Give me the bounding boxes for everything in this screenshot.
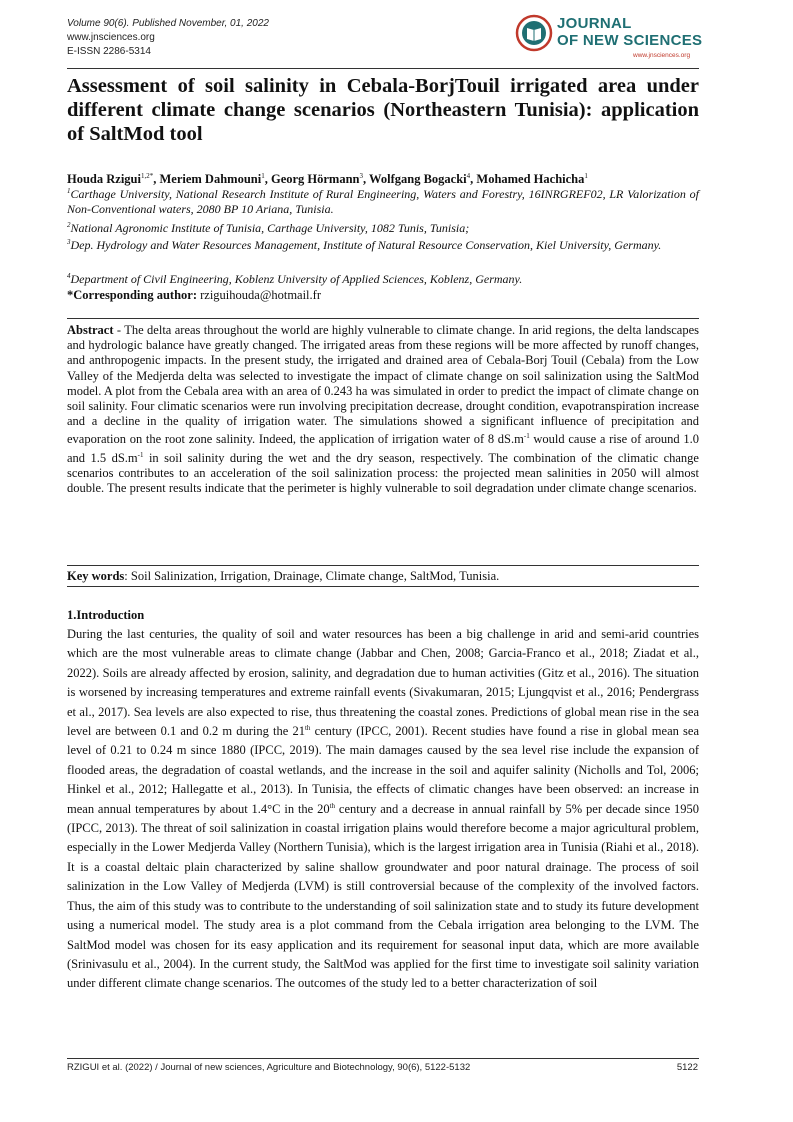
affiliation [67,235,699,253]
affiliation [67,218,699,236]
paragraph-text: century and a decrease in annual rainfall by 5% per decade since 1950 (IPCC, 2013). The threat of soil salinization in coastal irrigation plains would therefore become a major agricultural problem, especially in the Lower Medjerda Valley (Northern Tunisia), which is the largest irrigation area in Tunisia (Riahi et al., 2018). It is a coastal deltaic plain characterized by saline shallow groundwater and poor natural drainage. The process of soil salinization in the Low Valley of Medjerda (LVM) is still controversial because of the complexity of the involved factors. Thus, the aim of this study was to contribute to the understanding of soil salinization state and to study its future development using a numerical model. The study area is a plot command from the Cebala irrigation area belonging to the LVM. The SaltMod model was chosen for its easy application and its requirement for seasonal input data, which are more available (Srinivasulu et al., 2004). In the current study, the SaltMod was applied for the first time to investigate soil salinity variation under different climate change scenarios. The outcomes of the study led to a better characterization of soil [67,801,699,991]
abstract-top-divider [67,318,699,319]
page-number: 5122 [676,1062,698,1073]
abstract-label: Abstract [67,323,114,337]
affiliation-text: Department of Civil Engineering, Koblenz University of Applied Sciences, Koblenz, Germany. [70,272,523,286]
author-affiliation-mark: 3 [359,172,364,180]
issn: E-ISSN 2286-5314 [67,46,151,57]
abstract-text: - The delta areas throughout the world are highly vulnerable to climate change. In arid regions, the delta landscapes and hydrologic balance have greatly changed. The irrigated areas from these regions will be more affected by runoff changes, and anthropogenic impacts. In the present study, the irrigated and drained area of Cebala-Borj Touil (Cebala) from the Low Valley of the Medjerda delta was selected to investigate the impact of climate change on soil salinization using the SaltMod model. A plot from the Cebala area with an area of 0.243 ha was simulated in order to predict the impact of climate change on soil salinity. Four climatic scenarios were run involving precipitation decrease, drought condition, evapotranspiration increase and a decline in the quality of irrigation water. The simulations showed a significant influence of precipitation and evaporation on the root zone salinity. Indeed, the application of irrigation water of 8 dS.m [67,323,699,447]
section-heading: 1.Introduction [67,608,145,622]
footer-divider [67,1058,699,1059]
journal-website[interactable]: www.jnsciences.org [67,32,155,43]
abstract-text: would cause a rise of around 1.0 and 1.5 dS.m [67,432,699,465]
affiliation [67,269,699,287]
author-affiliation-mark: 1 [584,172,588,180]
author-name: Meriem Dahmouni [159,172,262,187]
article-title: Assessment of soil salinity in Cebala-BorjTouil irrigated area under different climate change scenarios (Northeastern Tunisia): application of SaltMod tool [67,75,699,145]
ordinal-suffix: th [329,801,336,810]
author-affiliation-mark: 4 [466,172,471,180]
affiliation-text: National Agronomic Institute of Tunisia, Carthage University, 1082 Tunis, Tunisia; [70,221,470,235]
journal-logo [515,12,725,64]
paragraph-text: During the last centuries, the quality of soil and water resources has been a big challenge in arid and semi-arid countries which are the most vulnerable areas to climate change (Jabbar and Chen, 2008; Garcia-Franco et al., 2018; Ziadat et al., 2022). Soils are already affected by erosion, salinity, and degradation due to human activities (Gitz et al., 2016). The situation is worsened by increasing temperatures and extreme rainfall events (Sivakumaran, 2015; Ljungqvist et al., 2016; Pendergrass et al., 2017). Sea levels are also expected to rise, thus threatening the coastal zones. Predictions of global mean rise in the sea level are between 0.1 and 0.2 m during the 21 [67,627,699,739]
introduction-text [67,625,699,994]
keywords [67,568,699,584]
affiliation-mark: 4 [67,272,71,280]
journal-header-meta [67,17,269,59]
affiliation-mark: 1 [67,187,71,195]
author-name: Wolfgang Bogacki [369,172,467,187]
volume-line: Volume 90(6). Published November, 01, 2022 [67,18,269,29]
logo-text-new-sciences: OF NEW SCIENCES [557,32,703,49]
author-affiliation-mark: 1 [261,172,265,180]
keywords-text: : Soil Salinization, Irrigation, Drainage, Climate change, SaltMod, Tunisia. [124,569,500,583]
affiliation-text: Dep. Hydrology and Water Resources Management, Institute of Natural Resource Conservation, Kiel University, Germany. [70,238,662,252]
corresponding-email[interactable]: rziguihouda@hotmail.fr [200,288,321,302]
affiliation-mark: 3 [67,238,71,246]
author-name: Houda Rzigui [67,172,141,187]
header-divider [67,68,699,69]
logo-url: www.jnsciences.org [633,52,691,59]
corresponding-label: *Corresponding author: [67,288,197,302]
affiliation-mark: 2 [67,221,71,229]
corresponding-author [67,287,321,303]
logo-text-journal: JOURNAL [557,15,632,32]
ordinal-suffix: th [304,723,311,732]
book-emblem-icon [515,14,553,52]
keywords-label: Key words [67,569,125,583]
affiliation [67,184,699,217]
abstract-text: in soil salinity during the wet and the dry season, respectively. The combination of the climatic change scenarios contributes to an acceleration of the soil salinization process: the projected mean salinities in 2050 will almost double. The present results indicate that the perimeter is highly vulnerable to soil degradation under climate change scenarios. [67,450,699,496]
unit-exponent: -1 [137,450,144,459]
unit-exponent: -1 [523,432,530,441]
author-name: Georg Hörmann [270,172,360,187]
affiliation-text: Carthage University, National Research Institute of Rural Engineering, Waters and Forestry, 16INRGREF02, LR Valorization of Non-Conventional waters, 2080 BP 10 Ariana, Tunisia. [67,187,699,216]
footer-citation: RZIGUI et al. (2022) / Journal of new sciences, Agriculture and Biotechnology, 90(6), 5122-5132 [67,1062,471,1073]
abstract [67,323,699,497]
keywords-bottom-divider [67,586,699,587]
paragraph-text: century (IPCC, 2001). Recent studies have found a rise in global mean sea level of 0.21 to 0.24 m since 1880 (IPCC, 2019). The main damages caused by the sea level rise include the expansion of flooded areas, the degradation of coastal wetlands, and the increase in the soil and aquifer salinity (Nicholls and Tol, 2006; Hinkel et al., 2012; Hallegatte et al., 2013). In Tunisia, the effects of climatic changes have been observed: an increase in mean annual temperatures by about 1.4°C in the 20 [67,724,699,816]
author-list: Houda Rzigui$^{1,2*}$, Meriem Dahmouni$^1$, Georg Hörmann$^3$, Wolfgang Bogacki$^4$, Mohamed Hachicha$^1$ [67,172,588,187]
author-name: Mohamed Hachicha [476,172,585,187]
author-affiliation-mark: 1,2* [140,172,154,180]
keywords-top-divider [67,565,699,566]
